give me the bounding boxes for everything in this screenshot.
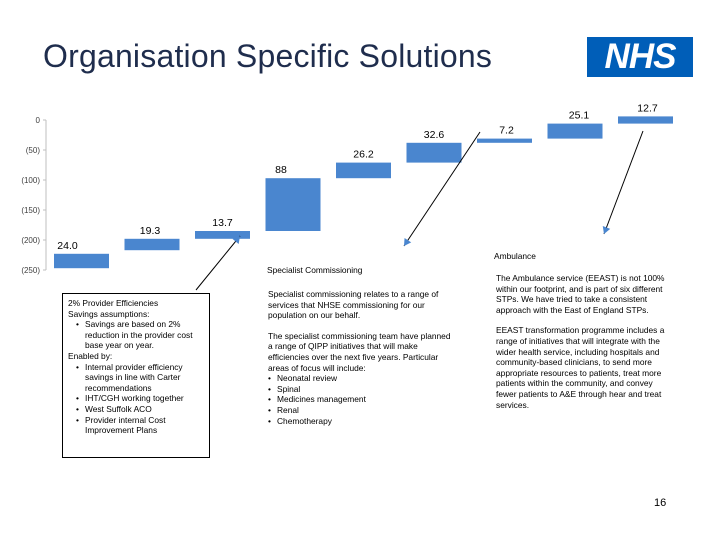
nhs-logo-text: NHS — [604, 37, 676, 76]
y-tick-label: (150) — [21, 206, 40, 215]
bar-data-label: 25.1 — [568, 109, 590, 122]
y-tick-label: 0 — [35, 116, 40, 125]
waterfall-bar — [336, 163, 391, 179]
y-tick-label: (250) — [21, 266, 40, 275]
ambulance-text — [496, 273, 674, 410]
bar-data-label: 13.7 — [212, 217, 233, 229]
page-title: Organisation Specific Solutions — [43, 38, 493, 74]
ambulance-para-1: The Ambulance service (EEAST) is not 100% within our footprint, and is part of six different STPs. We have tried to take a consistent approach with the East of England STPs. — [496, 273, 665, 315]
waterfall-bar — [618, 116, 673, 123]
bar-data-label: 24.0 — [57, 239, 78, 252]
provider-efficiencies-box — [62, 293, 210, 458]
bar-data-label: 12.7 — [637, 102, 658, 115]
enabler-bullet: • West Suffolk ACO — [76, 404, 204, 415]
enabler-bullet: • IHT/CGH working together — [76, 393, 204, 404]
specialist-commissioning-text — [268, 289, 454, 426]
provider-efficiencies-heading: 2% Provider Efficiencies — [68, 298, 159, 308]
waterfall-bar — [477, 139, 532, 143]
waterfall-bar — [125, 239, 180, 250]
focus-bullet: • Spinal — [268, 384, 454, 395]
focus-bullet: • Chemotherapy — [268, 416, 454, 427]
callout-arrowhead — [404, 238, 411, 246]
focus-bullet: • Renal — [268, 405, 454, 416]
bar-data-label: 88 — [275, 164, 287, 177]
savings-assumptions-label: Savings assumptions: — [68, 308, 150, 319]
enabler-bullet: • Provider internal Cost Improvement Plans — [76, 415, 204, 436]
waterfall-bar — [54, 254, 109, 268]
specialist-para-1: Specialist commissioning relates to a range of services that NHSE commissioning for our population on our behalf. — [268, 289, 439, 321]
ambulance-para-2: EEAST transformation programme includes a range of initiatives that will integrate with the wider health service, including hospitals and community-based clinicians, to send more appropriate resources to patients, treat more patients within the community, and convey fewer patients to A&E through hear and treat services. — [496, 325, 665, 410]
page-number: 16 — [654, 497, 667, 509]
y-tick-label: (200) — [21, 236, 40, 245]
callout-arrow — [604, 131, 643, 234]
savings-bullet: • Savings are based on 2% reduction in the provider cost base year on year. — [76, 319, 204, 351]
focus-bullet: • Medicines management — [268, 394, 454, 405]
waterfall-bar — [195, 231, 250, 239]
enabled-by-label: Enabled by: — [68, 350, 113, 361]
waterfall-bar — [266, 178, 321, 231]
specialist-commissioning-label: Specialist Commissioning — [263, 262, 381, 278]
bar-data-label: 32.6 — [423, 128, 445, 141]
bar-data-label: 26.2 — [353, 148, 374, 161]
y-tick-label: (100) — [21, 176, 40, 185]
y-tick-label: (50) — [25, 146, 40, 155]
waterfall-bar — [407, 143, 462, 163]
bar-data-label: 19.3 — [139, 224, 161, 237]
bar-data-label: 7.2 — [499, 124, 514, 137]
waterfall-bar — [548, 124, 603, 139]
callout-arrow — [196, 236, 240, 290]
focus-bullet: • Neonatal review — [268, 373, 454, 384]
specialist-para-2: The specialist commissioning team have planned a range of QIPP initiatives that will make efficiencies over the next five years. Particular areas of focus will include: — [268, 330, 451, 373]
ambulance-label: Ambulance — [494, 251, 536, 261]
enabler-bullet: • Internal provider efficiency savings in line with Carter recommendations — [76, 362, 204, 394]
